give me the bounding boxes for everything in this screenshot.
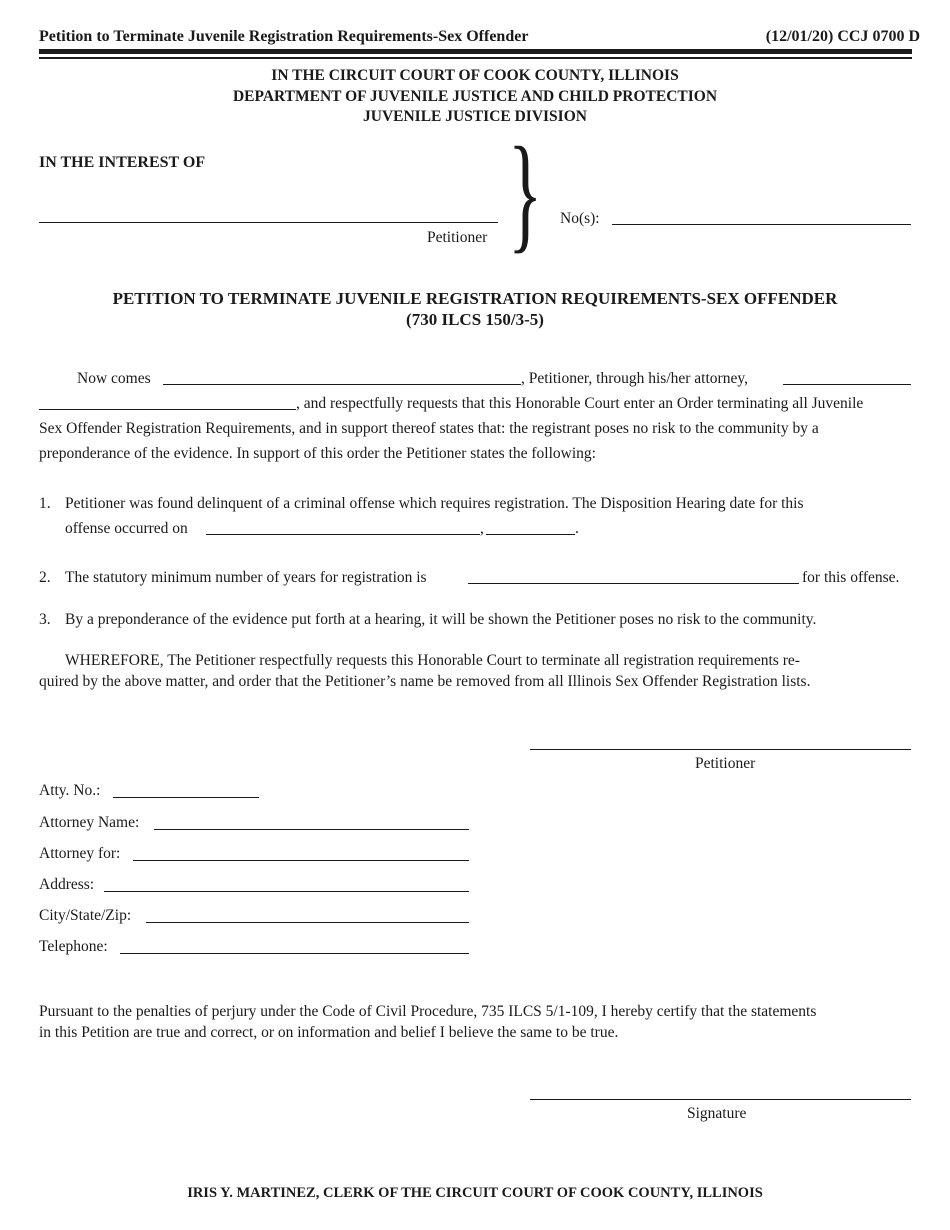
atty-no-label: Atty. No.:: [39, 782, 101, 799]
clerk-footer: IRIS Y. MARTINEZ, CLERK OF THE CIRCUIT COURT OF COOK COUNTY, ILLINOIS: [187, 1185, 763, 1201]
petitioner-caption-label: Petitioner: [427, 229, 488, 246]
form-code: (12/01/20) CCJ 0700 D: [765, 28, 920, 45]
signature-field[interactable]: [530, 1099, 911, 1100]
header-rule-thin: [39, 57, 912, 59]
body-line-4: preponderance of the evidence. In support of this order the Petitioner states the following:: [39, 445, 596, 462]
minor-name-field[interactable]: [39, 222, 498, 223]
item-1-number: 1.: [39, 495, 51, 512]
certification-line-2: in this Petition are true and correct, or on information and belief I believe the same to be true.: [39, 1024, 619, 1041]
court-line-2: DEPARTMENT OF JUVENILE JUSTICE AND CHILD PROTECTION: [232, 87, 718, 105]
telephone-label: Telephone:: [39, 938, 108, 955]
item-2-text-a: The statutory minimum number of years for registration is: [65, 569, 427, 586]
caption-brace: }: [508, 121, 543, 265]
petitioner-through-text: , Petitioner, through his/her attorney,: [521, 370, 748, 387]
item-3-text: By a preponderance of the evidence put forth at a hearing, it will be shown the Petitioner poses no risk to the community.: [65, 611, 817, 628]
attorney-for-label: Attorney for:: [39, 845, 121, 862]
city-state-zip-label: City/State/Zip:: [39, 907, 132, 924]
court-line-1: IN THE CIRCUIT COURT OF COOK COUNTY, ILLINOIS: [271, 67, 679, 84]
petition-title-line-1: PETITION TO TERMINATE JUVENILE REGISTRATION REQUIREMENTS-SEX OFFENDER: [112, 289, 838, 308]
telephone-input[interactable]: [120, 953, 469, 954]
attorney-name-field-1[interactable]: [783, 384, 911, 385]
in-interest-of-label: IN THE INTEREST OF: [39, 154, 206, 171]
wherefore-line-2: quired by the above matter, and order that the Petitioner’s name be removed from all Illinois Sex Offender Registration lists.: [39, 673, 811, 690]
petition-title: [0, 288, 950, 330]
petitioner-signature-label: Petitioner: [695, 755, 756, 772]
item-1-period: .: [575, 520, 579, 537]
item-1-text-a: Petitioner was found delinquent of a criminal offense which requires registration. The Disposition Hearing date for this: [65, 495, 804, 512]
item-1-comma: ,: [480, 520, 484, 537]
city-state-zip-input[interactable]: [146, 922, 469, 923]
body-line-3: Sex Offender Registration Requirements, and in support thereof states that: the registrant poses no risk to the community by a: [39, 420, 819, 437]
petitioner-signature-field[interactable]: [530, 749, 911, 750]
form-title-header: Petition to Terminate Juvenile Registration Requirements-Sex Offender: [39, 28, 529, 45]
attorney-name-label: Attorney Name:: [39, 814, 140, 831]
now-comes-label: Now comes: [77, 370, 151, 387]
requests-text: , and respectfully requests that this Honorable Court enter an Order terminating all Juvenile: [296, 395, 864, 412]
years-registration-field[interactable]: [468, 583, 799, 584]
attorney-for-input[interactable]: [133, 860, 469, 861]
item-2-number: 2.: [39, 569, 51, 586]
petitioner-name-field[interactable]: [163, 384, 521, 385]
item-1-text-b: offense occurred on: [65, 520, 188, 537]
signature-label: Signature: [687, 1105, 747, 1122]
attorney-name-input[interactable]: [154, 829, 469, 830]
court-line-3: JUVENILE JUSTICE DIVISION: [363, 108, 587, 125]
case-number-label: No(s):: [560, 210, 600, 227]
certification-line-1: Pursuant to the penalties of perjury under the Code of Civil Procedure, 735 ILCS 5/1-109, I hereby certify that the statements: [39, 1003, 817, 1020]
disposition-date-field[interactable]: [206, 534, 480, 535]
address-input[interactable]: [104, 891, 469, 892]
attorney-name-field-2[interactable]: [39, 409, 296, 410]
petition-title-line-2: (730 ILCS 150/3-5): [406, 310, 544, 329]
court-heading: [0, 66, 950, 128]
atty-no-field[interactable]: [113, 797, 259, 798]
header-rule-thick: [39, 49, 912, 54]
address-label: Address:: [39, 876, 95, 893]
wherefore-line-1: WHEREFORE, The Petitioner respectfully requests this Honorable Court to terminate all registration requirements re-: [65, 652, 800, 669]
disposition-year-field[interactable]: [486, 534, 575, 535]
item-3-number: 3.: [39, 611, 51, 628]
item-2-text-b: for this offense.: [802, 569, 900, 586]
case-number-field[interactable]: [612, 224, 911, 225]
